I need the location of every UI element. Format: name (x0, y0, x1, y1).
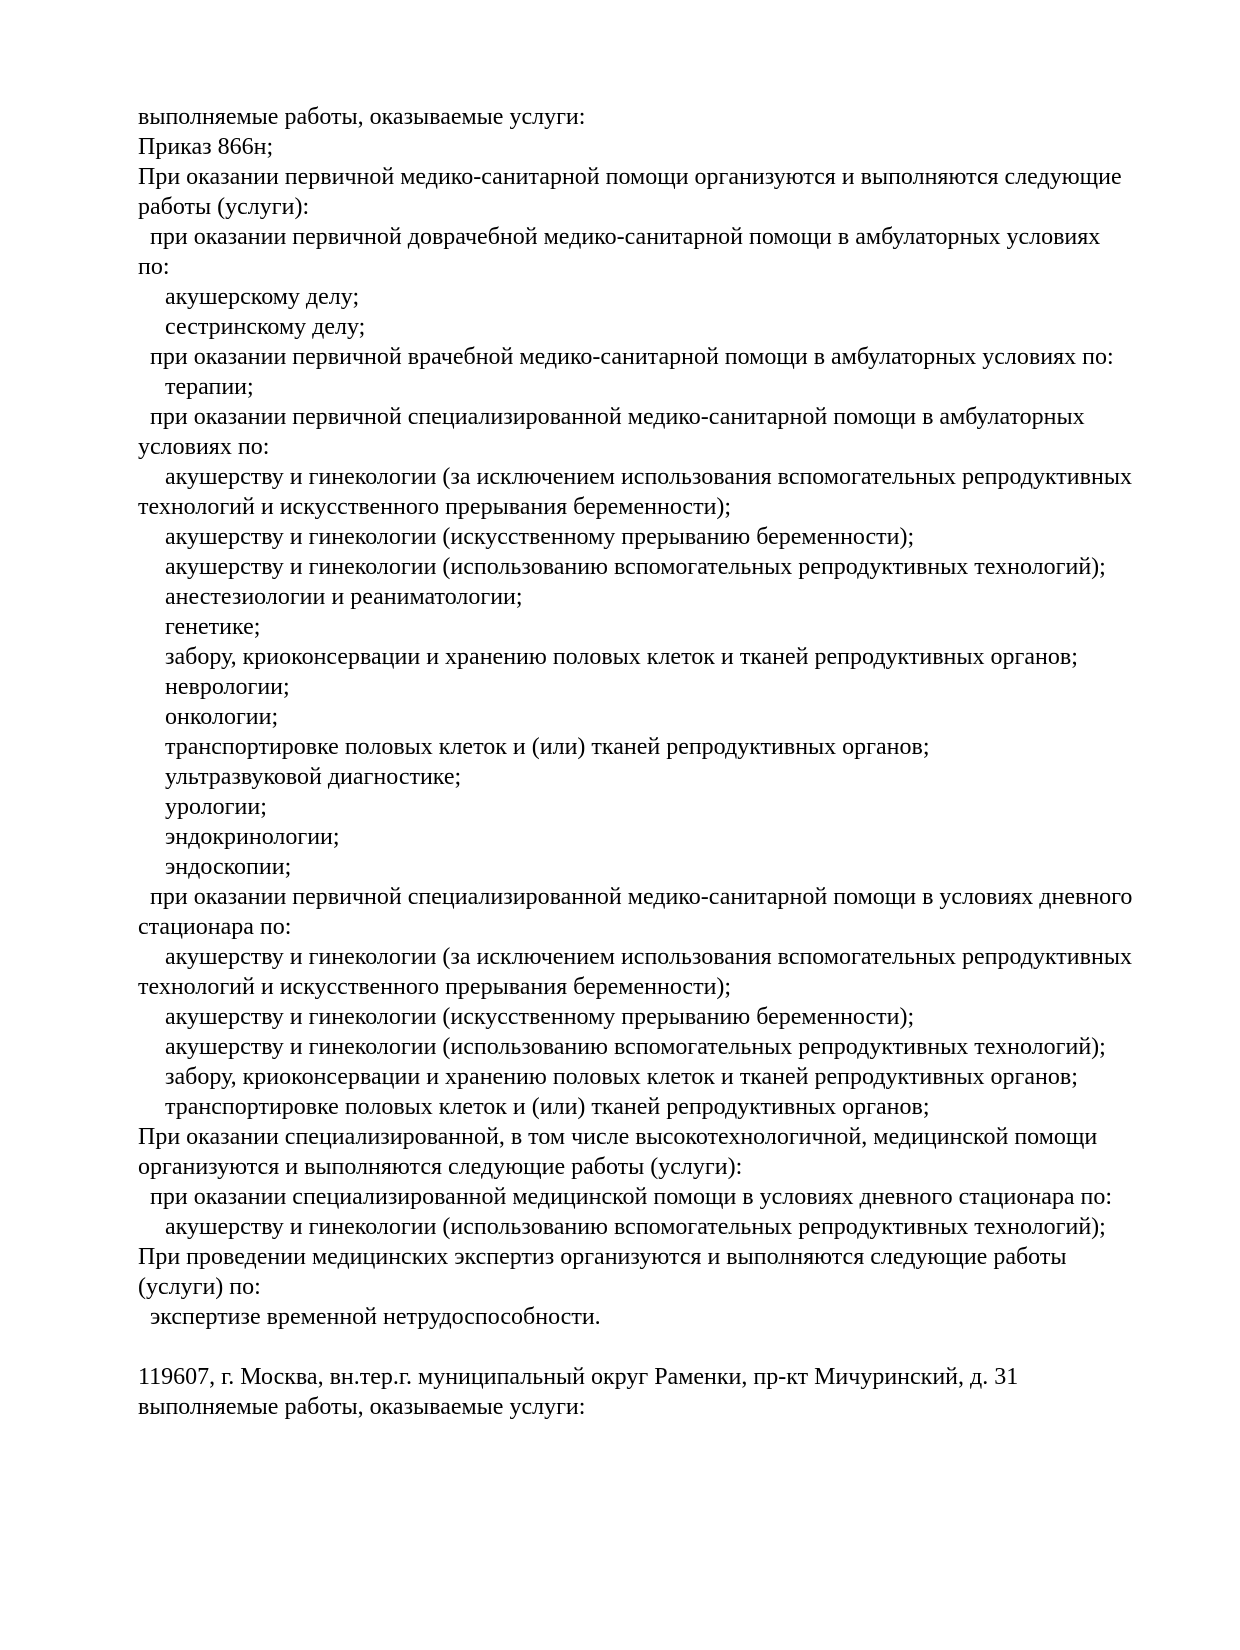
text-line: Приказ 866н; (138, 134, 274, 160)
text-line: при оказании первичной доврачебной медико-санитарной помощи в амбулаторных условиях (150, 224, 1101, 250)
text-line: стационара по: (138, 914, 292, 940)
text-line: транспортировке половых клеток и (или) тканей репродуктивных органов; (165, 1094, 930, 1120)
text-line: акушерству и гинекологии (за исключением использования вспомогательных репродуктивных (165, 944, 1132, 970)
text-line: по: (138, 254, 170, 280)
text-line: 119607, г. Москва, вн.тер.г. муниципальный округ Раменки, пр-кт Мичуринский, д. 31 (138, 1364, 1019, 1390)
text-line: терапии; (165, 374, 254, 400)
text-line: неврологии; (165, 674, 290, 700)
text-line: При оказании специализированной, в том числе высокотехнологичной, медицинской помощи (138, 1124, 1098, 1150)
blank-line (138, 1332, 1140, 1362)
text-line: забору, криоконсервации и хранению половых клеток и тканей репродуктивных органов; (165, 1064, 1078, 1090)
text-line: (услуги) по: (138, 1274, 261, 1300)
text-line: урологии; (165, 794, 267, 820)
text-line: технологий и искусственного прерывания беременности); (138, 974, 732, 1000)
text-line: анестезиологии и реаниматологии; (165, 584, 523, 610)
text-line: забору, криоконсервации и хранению половых клеток и тканей репродуктивных органов; (165, 644, 1078, 670)
text-line: При оказании первичной медико-санитарной помощи организуются и выполняются следующие (138, 164, 1122, 190)
text-line: сестринскому делу; (165, 314, 366, 340)
text-line: акушерству и гинекологии (за исключением использования вспомогательных репродуктивных (165, 464, 1132, 490)
text-line: генетике; (165, 614, 261, 640)
document-text-block (138, 102, 1140, 1422)
text-line: при оказании первичной врачебной медико-санитарной помощи в амбулаторных условиях по: (150, 344, 1114, 370)
text-line: при оказании первичной специализированной медико-санитарной помощи в условиях дневного (150, 884, 1133, 910)
text-line: акушерству и гинекологии (искусственному прерыванию беременности); (165, 524, 915, 550)
text-line: ультразвуковой диагностике; (165, 764, 462, 790)
text-line: эндокринологии; (165, 824, 340, 850)
text-line: эндоскопии; (165, 854, 292, 880)
text-line: онкологии; (165, 704, 279, 730)
text-line: при оказании специализированной медицинской помощи в условиях дневного стационара по: (150, 1184, 1113, 1210)
text-line: при оказании первичной специализированной медико-санитарной помощи в амбулаторных (150, 404, 1085, 430)
text-line: акушерству и гинекологии (использованию вспомогательных репродуктивных технологий); (165, 554, 1106, 580)
text-line: выполняемые работы, оказываемые услуги: (138, 104, 586, 130)
text-line: При проведении медицинских экспертиз организуются и выполняются следующие работы (138, 1244, 1067, 1270)
text-line: акушерству и гинекологии (использованию вспомогательных репродуктивных технологий); (165, 1214, 1106, 1240)
text-line: акушерству и гинекологии (искусственному прерыванию беременности); (165, 1004, 915, 1030)
text-line: экспертизе временной нетрудоспособности. (150, 1304, 601, 1330)
text-line: организуются и выполняются следующие работы (услуги): (138, 1154, 743, 1180)
text-line: технологий и искусственного прерывания беременности); (138, 494, 732, 520)
text-line: транспортировке половых клеток и (или) тканей репродуктивных органов; (165, 734, 930, 760)
text-line: выполняемые работы, оказываемые услуги: (138, 1394, 586, 1420)
text-line: акушерству и гинекологии (использованию вспомогательных репродуктивных технологий); (165, 1034, 1106, 1060)
text-line: акушерскому делу; (165, 284, 360, 310)
text-line: условиях по: (138, 434, 270, 460)
text-line: работы (услуги): (138, 194, 310, 220)
